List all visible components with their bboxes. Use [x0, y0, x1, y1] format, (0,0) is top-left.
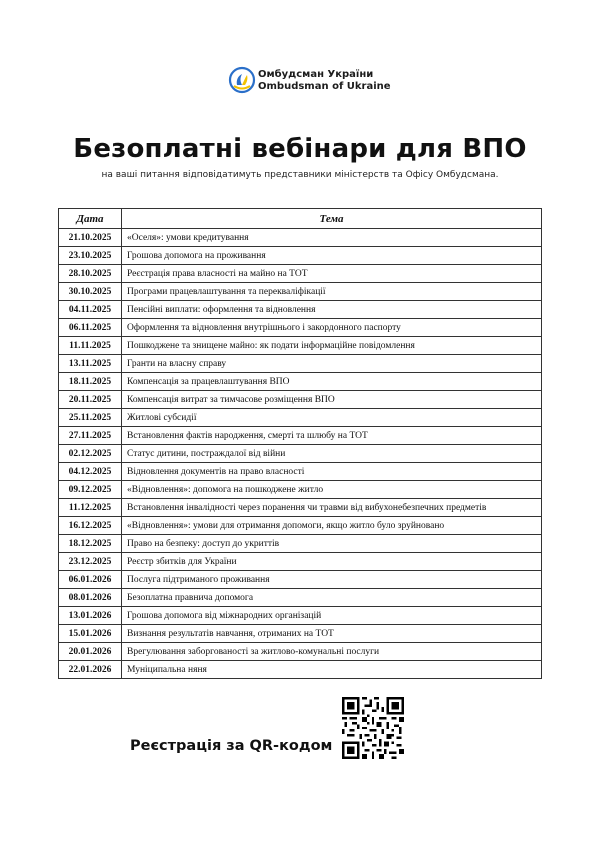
table-row [59, 265, 542, 283]
row-date: 08.01.2026 [59, 589, 122, 607]
row-date: 25.11.2025 [59, 409, 122, 427]
page-subtitle: на ваші питання відповідатимуть представники міністерств та Офісу Омбудсмана. [101, 170, 499, 180]
row-topic: Компенсація витрат за тимчасове розміщення ВПО [122, 391, 542, 409]
table-header-row [59, 209, 542, 229]
table-row [59, 391, 542, 409]
row-topic: Безоплатна правнича допомога [122, 589, 542, 607]
row-topic: Житлові субсидії [122, 409, 542, 427]
row-topic: Реєстр збитків для України [122, 553, 542, 571]
table-row [59, 301, 542, 319]
table-body [59, 229, 542, 679]
row-topic: Пенсійні виплати: оформлення та відновлення [122, 301, 542, 319]
row-topic: «Відновлення»: допомога на пошкоджене житло [122, 481, 542, 499]
table-row [59, 625, 542, 643]
row-topic: Послуга підтриманого проживання [122, 571, 542, 589]
row-date: 04.11.2025 [59, 301, 122, 319]
row-topic: Встановлення фактів народження, смерті та шлюбу на ТОТ [122, 427, 542, 445]
row-topic: Статус дитини, постраждалої від війни [122, 445, 542, 463]
table-row [59, 355, 542, 373]
table-row [59, 553, 542, 571]
row-topic: Відновлення документів на право власності [122, 463, 542, 481]
row-topic: Грошова допомога від міжнародних організацій [122, 607, 542, 625]
table-row [59, 247, 542, 265]
table-row [59, 319, 542, 337]
row-topic: Компенсація за працевлаштування ВПО [122, 373, 542, 391]
row-topic: Реєстрація права власності на майно на ТОТ [122, 265, 542, 283]
table-row [59, 643, 542, 661]
row-topic: Врегулювання заборгованості за житлово-комунальні послуги [122, 643, 542, 661]
table-row [59, 571, 542, 589]
row-date: 13.11.2025 [59, 355, 122, 373]
ombudsman-logo [228, 66, 391, 96]
table-row [59, 499, 542, 517]
row-date: 18.12.2025 [59, 535, 122, 553]
row-date: 06.01.2026 [59, 571, 122, 589]
row-topic: Оформлення та відновлення внутрішнього і закордонного паспорту [122, 319, 542, 337]
topic-column-header: Тема [122, 209, 542, 229]
row-topic: Пошкоджене та знищене майно: як подати інформаційне повідомлення [122, 337, 542, 355]
row-date: 09.12.2025 [59, 481, 122, 499]
date-column-header: Дата [59, 209, 122, 229]
org-name-en: Ombudsman of Ukraine [258, 81, 391, 92]
row-topic: Встановлення інвалідності через поранення чи травми від вибухонебезпечних предметів [122, 499, 542, 517]
row-topic: Гранти на власну справу [122, 355, 542, 373]
table-row [59, 481, 542, 499]
registration-label: Реєстрація за QR-кодом [130, 738, 333, 754]
row-date: 23.12.2025 [59, 553, 122, 571]
page-title: Безоплатні вебінари для ВПО [73, 134, 527, 164]
row-date: 11.11.2025 [59, 337, 122, 355]
row-topic: Право на безпеку: доступ до укриттів [122, 535, 542, 553]
table-row [59, 661, 542, 679]
table-row [59, 589, 542, 607]
row-date: 06.11.2025 [59, 319, 122, 337]
row-date: 16.12.2025 [59, 517, 122, 535]
table-row [59, 229, 542, 247]
row-date: 28.10.2025 [59, 265, 122, 283]
row-date: 30.10.2025 [59, 283, 122, 301]
row-date: 20.11.2025 [59, 391, 122, 409]
row-date: 18.11.2025 [59, 373, 122, 391]
table-row [59, 283, 542, 301]
table-row [59, 445, 542, 463]
table-row [59, 337, 542, 355]
row-date: 21.10.2025 [59, 229, 122, 247]
webinar-schedule-table [58, 208, 542, 679]
row-date: 23.10.2025 [59, 247, 122, 265]
row-topic: Програми працевлаштування та перекваліфікації [122, 283, 542, 301]
hands-heart-logo-icon [228, 66, 256, 94]
row-topic: Визнання результатів навчання, отриманих на ТОТ [122, 625, 542, 643]
table-row [59, 517, 542, 535]
org-name-uk: Омбудсман України [258, 69, 374, 80]
row-date: 15.01.2026 [59, 625, 122, 643]
table-row [59, 409, 542, 427]
table-row [59, 535, 542, 553]
qr-code-icon[interactable] [342, 697, 404, 759]
table-row [59, 427, 542, 445]
row-date: 11.12.2025 [59, 499, 122, 517]
table-row [59, 463, 542, 481]
row-date: 02.12.2025 [59, 445, 122, 463]
row-date: 13.01.2026 [59, 607, 122, 625]
row-date: 27.11.2025 [59, 427, 122, 445]
row-topic: «Відновлення»: умови для отримання допомоги, якщо житло було зруйновано [122, 517, 542, 535]
row-date: 20.01.2026 [59, 643, 122, 661]
row-date: 22.01.2026 [59, 661, 122, 679]
table-row [59, 373, 542, 391]
row-topic: Грошова допомога на проживання [122, 247, 542, 265]
row-topic: «Оселя»: умови кредитування [122, 229, 542, 247]
table-row [59, 607, 542, 625]
row-date: 04.12.2025 [59, 463, 122, 481]
row-topic: Муніципальна няня [122, 661, 542, 679]
